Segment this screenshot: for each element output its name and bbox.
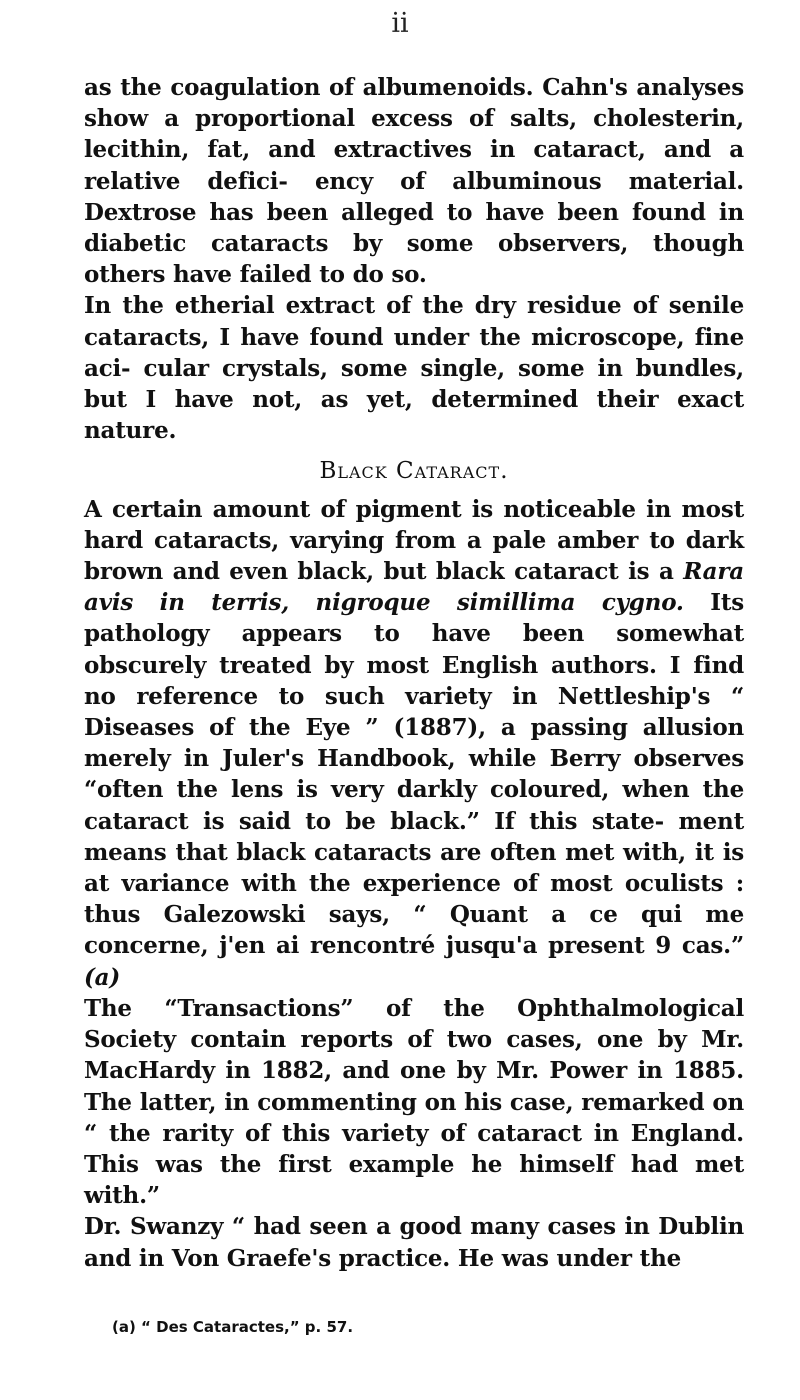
paragraph-5: Dr. Swanzy “ had seen a good many cases in Dublin and in Von Graefe's practice. He was under the <box>84 1213 744 1272</box>
section-heading: Black Cataract. <box>319 458 509 485</box>
paragraph-3 <box>84 494 744 993</box>
paragraph-3-end: Its pathology appears to have been somewhat obscurely treated by most English authors. I find no reference to such variety in Nettleship's “ Diseases of the Eye ” (1887), a passing allusion merely in Juler's Handbook, while Berry observes “often the lens is very darkly coloured, when the cataract is said to be black.” If this state- ment means that black cataracts are often met with, it is at variance with the experience of most oculists : thus Galezowski says, “ Quant a ce qui me concerne, j'en ai rencontré jusqu'a present 9 cas.” <box>84 589 744 960</box>
paragraph-1: as the coagulation of albumenoids. Cahn's analyses show a proportional excess of salts, cholesterin, lecithin, fat, and extractives in cataract, and a relative defici- ency of albuminous material. Dextrose has been alleged to have been found in diabetic cataracts by some observers, though others have failed to do so. <box>84 74 744 289</box>
page-number: ii <box>391 8 409 39</box>
body-text <box>84 72 744 1274</box>
paragraph-4: The “Transactions” of the Ophthalmological Society contain reports of two cases, one by Mr. MacHardy in 1882, and one by Mr. Power in 1885. The latter, in commenting on his case, remarked on “ the rarity of this variety of cataract in England. This was the first example he himself had met with.” <box>84 994 744 1210</box>
paragraph-2: In the etherial extract of the dry residue of senile cataracts, I have found under the microscope, fine aci- cular crystals, some single, some in bundles, but I have not, as yet, determined their exact nature. <box>84 292 744 445</box>
latin-phrase: Rara avis in terris, nigroque simillima cygno. <box>84 558 744 617</box>
paragraph-3-start: A certain amount of pigment is noticeable in most hard cataracts, varying from a pale amber to dark brown and even black, but black cataract is a <box>84 495 744 586</box>
footnote: (a) “ Des Cataractes,” p. 57. <box>112 1318 354 1336</box>
footnote-reference: (a) <box>84 963 121 991</box>
